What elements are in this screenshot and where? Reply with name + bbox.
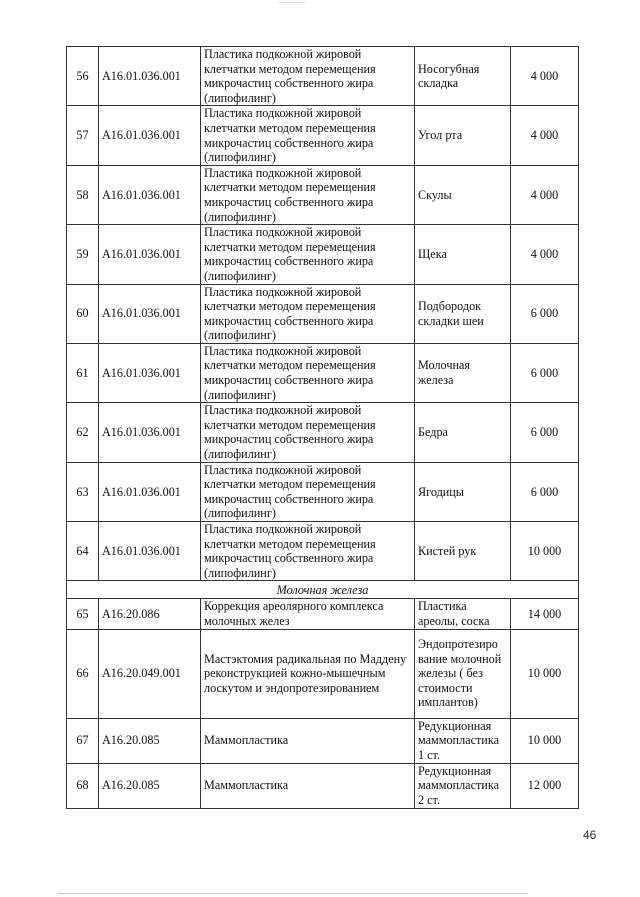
service-price: 12 000 bbox=[511, 763, 579, 808]
row-number: 67 bbox=[67, 718, 99, 763]
service-price: 10 000 bbox=[511, 629, 579, 718]
table-body-breast bbox=[67, 599, 579, 808]
table-row bbox=[67, 225, 579, 284]
service-name: Маммопластика bbox=[201, 718, 415, 763]
service-name: Пластика подкожной жировой клетчатки методом перемещения микрочастиц собственного жира (липофилинг) bbox=[201, 403, 415, 462]
service-price: 4 000 bbox=[511, 165, 579, 224]
table-row bbox=[67, 629, 579, 718]
row-number: 60 bbox=[67, 284, 99, 343]
table-row bbox=[67, 165, 579, 224]
service-price: 6 000 bbox=[511, 343, 579, 402]
section-title-breast: Молочная железа bbox=[67, 581, 579, 599]
service-name: Пластика подкожной жировой клетчатки методом перемещения микрочастиц собственного жира (липофилинг) bbox=[201, 165, 415, 224]
row-number: 62 bbox=[67, 403, 99, 462]
treatment-zone: Редукционная маммопластика 1 ст. bbox=[415, 718, 511, 763]
table-row bbox=[67, 599, 579, 629]
table-row bbox=[67, 522, 579, 581]
treatment-zone: Щека bbox=[415, 225, 511, 284]
scan-artifact-top bbox=[278, 2, 306, 3]
treatment-zone: Молочная железа bbox=[415, 343, 511, 402]
section-header-row bbox=[67, 581, 579, 599]
service-price: 10 000 bbox=[511, 522, 579, 581]
table-row bbox=[67, 462, 579, 521]
table-row bbox=[67, 47, 579, 106]
service-code: A16.20.086 bbox=[99, 599, 201, 629]
row-number: 66 bbox=[67, 629, 99, 718]
service-name: Пластика подкожной жировой клетчатки методом перемещения микрочастиц собственного жира (липофилинг) bbox=[201, 284, 415, 343]
row-number: 58 bbox=[67, 165, 99, 224]
table-row bbox=[67, 284, 579, 343]
service-code: A16.20.085 bbox=[99, 718, 201, 763]
service-price: 6 000 bbox=[511, 462, 579, 521]
treatment-zone: Эндопротезиро вание молочной железы ( без стоимости имплантов) bbox=[415, 629, 511, 718]
service-name: Пластика подкожной жировой клетчатки методом перемещения микрочастиц собственного жира (липофилинг) bbox=[201, 106, 415, 165]
service-code: A16.01.036.001 bbox=[99, 522, 201, 581]
service-code: A16.01.036.001 bbox=[99, 343, 201, 402]
service-name: Пластика подкожной жировой клетчатки методом перемещения микрочастиц собственного жира (липофилинг) bbox=[201, 343, 415, 402]
service-code: A16.01.036.001 bbox=[99, 225, 201, 284]
row-number: 63 bbox=[67, 462, 99, 521]
treatment-zone: Угол рта bbox=[415, 106, 511, 165]
treatment-zone: Ягодицы bbox=[415, 462, 511, 521]
service-code: A16.20.085 bbox=[99, 763, 201, 808]
service-code: A16.01.036.001 bbox=[99, 165, 201, 224]
service-price: 4 000 bbox=[511, 106, 579, 165]
section-header-row-group bbox=[67, 581, 579, 599]
service-name: Пластика подкожной жировой клетчатки методом перемещения микрочастиц собственного жира (липофилинг) bbox=[201, 462, 415, 521]
page-number: 46 bbox=[583, 828, 597, 842]
treatment-zone: Редукционная маммопластика 2 ст. bbox=[415, 763, 511, 808]
treatment-zone: Скулы bbox=[415, 165, 511, 224]
service-name: Пластика подкожной жировой клетчатки методом перемещения микрочастиц собственного жира (липофилинг) bbox=[201, 225, 415, 284]
table-row bbox=[67, 106, 579, 165]
service-code: A16.01.036.001 bbox=[99, 403, 201, 462]
service-code: A16.20.049.001 bbox=[99, 629, 201, 718]
row-number: 65 bbox=[67, 599, 99, 629]
service-price: 10 000 bbox=[511, 718, 579, 763]
table-row bbox=[67, 763, 579, 808]
service-price: 6 000 bbox=[511, 284, 579, 343]
table-row bbox=[67, 403, 579, 462]
service-price: 6 000 bbox=[511, 403, 579, 462]
table-body-lipofilling bbox=[67, 47, 579, 581]
service-name: Маммопластика bbox=[201, 763, 415, 808]
service-code: A16.01.036.001 bbox=[99, 47, 201, 106]
service-price: 4 000 bbox=[511, 225, 579, 284]
table-row bbox=[67, 343, 579, 402]
service-price: 14 000 bbox=[511, 599, 579, 629]
service-name: Пластика подкожной жировой клетчатки методом перемещения микрочастиц собственного жира (липофилинг) bbox=[201, 522, 415, 581]
row-number: 68 bbox=[67, 763, 99, 808]
service-code: A16.01.036.001 bbox=[99, 462, 201, 521]
service-code: A16.01.036.001 bbox=[99, 284, 201, 343]
service-name: Пластика подкожной жировой клетчатки методом перемещения микрочастиц собственного жира (липофилинг) bbox=[201, 47, 415, 106]
treatment-zone: Кистей рук bbox=[415, 522, 511, 581]
row-number: 57 bbox=[67, 106, 99, 165]
service-name: Мастэктомия радикальная по Маддену реконструкцией кожно-мышечным лоскутом и эндопротезированием bbox=[201, 629, 415, 718]
row-number: 59 bbox=[67, 225, 99, 284]
service-price: 4 000 bbox=[511, 47, 579, 106]
row-number: 61 bbox=[67, 343, 99, 402]
service-code: A16.01.036.001 bbox=[99, 106, 201, 165]
treatment-zone: Подбородок складки шеи bbox=[415, 284, 511, 343]
table-row bbox=[67, 718, 579, 763]
row-number: 56 bbox=[67, 47, 99, 106]
treatment-zone: Носогубная складка bbox=[415, 47, 511, 106]
treatment-zone: Пластика ареолы, соска bbox=[415, 599, 511, 629]
row-number: 64 bbox=[67, 522, 99, 581]
treatment-zone: Бедра bbox=[415, 403, 511, 462]
service-name: Коррекция ареолярного комплекса молочных желез bbox=[201, 599, 415, 629]
scan-artifact-bottom bbox=[58, 893, 528, 894]
price-list-table bbox=[66, 46, 579, 809]
